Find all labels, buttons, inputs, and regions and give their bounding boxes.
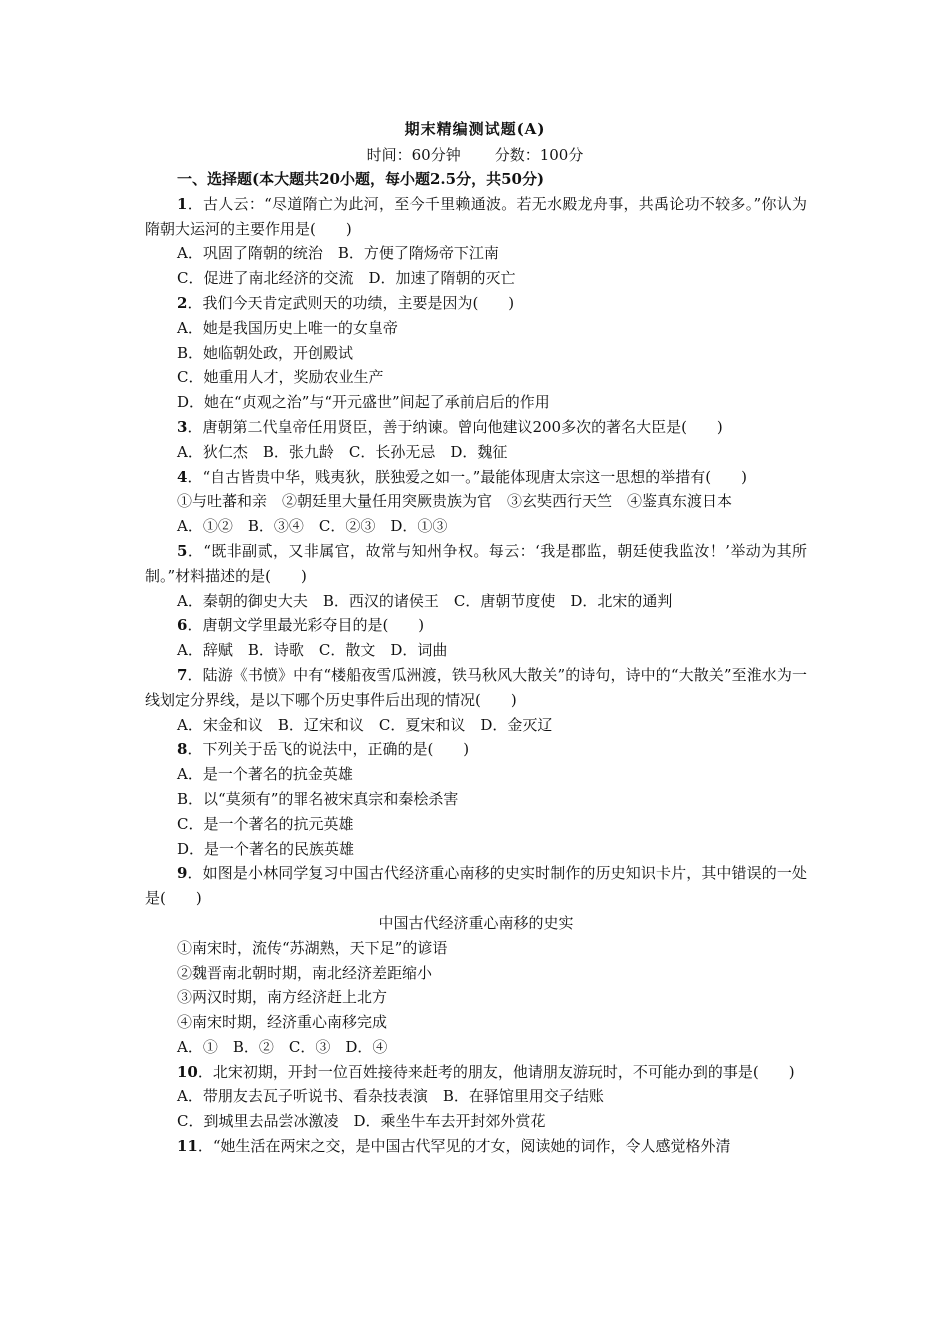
q5-options: A．秦朝的御史大夫 B．西汉的诸侯王 C．唐朝节度使 D．北宋的通判	[177, 591, 673, 610]
question-6	[145, 613, 807, 638]
q4-items: ①与吐蕃和亲 ②朝廷里大量任用突厥贵族为官 ③玄奘西行天竺 ④鉴真东渡日本	[177, 492, 733, 511]
question-stem: ．“既非副贰，又非属官，故常与知州争权。每云：‘我是郡监，朝廷使我监汝！’举动为其所制。”材料描述的是( )	[145, 541, 807, 585]
q1-options-ab: A．巩固了隋朝的统治 B．方便了隋炀帝下江南	[177, 244, 499, 263]
q10-options-ab: A．带朋友去瓦子听说书、看杂技表演 B．在驿馆里用交子结账	[177, 1087, 604, 1106]
question-1	[145, 192, 807, 242]
question-stem: ．下列关于岳飞的说法中，正确的是( )	[187, 740, 470, 759]
q4-options: A．①② B．③④ C．②③ D．①③	[177, 517, 448, 536]
question-5	[145, 539, 807, 589]
question-stem: ．“自古皆贵中华，贱夷狄，朕独爱之如一。”最能体现唐太宗这一思想的举措有( )	[187, 467, 747, 486]
q2-option-a: A．她是我国历史上唯一的女皇帝	[177, 318, 398, 337]
q3-options: A．狄仁杰 B．张九龄 C．长孙无忌 D．魏征	[177, 442, 508, 461]
question-number: 10	[177, 1062, 198, 1081]
question-number: 8	[177, 740, 188, 759]
question-8	[145, 737, 807, 762]
q8-option-a: A．是一个著名的抗金英雄	[177, 765, 353, 784]
question-number: 6	[177, 616, 188, 635]
q9-options: A．① B．② C．③ D．④	[177, 1037, 388, 1056]
question-9	[145, 861, 807, 911]
exam-content	[145, 167, 807, 1159]
question-11	[145, 1134, 807, 1159]
question-stem: ．如图是小林同学复习中国古代经济重心南移的史实时制作的历史知识卡片，其中错误的一处是( )	[145, 864, 807, 908]
knowledge-card-title: 中国古代经济重心南移的史实	[378, 913, 574, 932]
question-number: 7	[177, 665, 188, 684]
q10-options-cd: C．到城里去品尝冰激凌 D．乘坐牛车去开封郊外赏花	[177, 1112, 546, 1131]
q2-option-c: C．她重用人才，奖励农业生产	[177, 368, 384, 387]
question-stem: ．古人云：“尽道隋亡为此河，至今千里赖通波。若无水殿龙舟事，共禹论功不较多。”你认为隋朝大运河的主要作用是( )	[145, 194, 807, 238]
exam-title: 期末精编测试题(A)	[404, 120, 546, 138]
question-number: 1	[177, 194, 188, 213]
question-4	[145, 465, 807, 490]
q1-options-cd: C．促进了南北经济的交流 D．加速了隋朝的灭亡	[177, 269, 516, 288]
q8-option-b: B．以“莫须有”的罪名被宋真宗和秦桧杀害	[177, 789, 459, 808]
question-3	[145, 415, 807, 440]
question-2	[145, 291, 807, 316]
question-number: 5	[177, 541, 188, 560]
question-stem: ．唐朝第二代皇帝任用贤臣，善于纳谏。曾向他建议200多次的著名大臣是( )	[187, 417, 723, 436]
question-10	[145, 1060, 807, 1085]
q2-option-b: B．她临朝处政，开创殿试	[177, 343, 354, 362]
q8-option-c: C．是一个著名的抗元英雄	[177, 814, 354, 833]
question-stem: ．唐朝文学里最光彩夺目的是( )	[187, 616, 425, 635]
question-number: 11	[177, 1137, 198, 1156]
q7-options: A．宋金和议 B．辽宋和议 C．夏宋和议 D．金灭辽	[177, 715, 553, 734]
exam-info	[0, 144, 950, 165]
q2-option-d: D．她在“贞观之治”与“开元盛世”间起了承前启后的作用	[177, 393, 550, 412]
card-item-4: ④南宋时期，经济重心南移完成	[177, 1013, 388, 1032]
section-heading: 一、选择题(本大题共20小题，每小题2.5分，共50分)	[177, 170, 545, 188]
exam-score: 分数：100分	[494, 146, 584, 164]
q6-options: A．辞赋 B．诗歌 C．散文 D．词曲	[177, 641, 448, 660]
question-stem: ．“她生活在两宋之交，是中国古代罕见的才女，阅读她的词作，令人感觉格外清	[197, 1137, 731, 1156]
exam-time: 时间：60分钟	[366, 146, 461, 164]
card-item-3: ③两汉时期，南方经济赶上北方	[177, 988, 388, 1007]
q8-option-d: D．是一个著名的民族英雄	[177, 839, 355, 858]
question-number: 9	[177, 864, 188, 883]
card-item-2: ②魏晋南北朝时期，南北经济差距缩小	[177, 963, 433, 982]
card-item-1: ①南宋时，流传“苏湖熟，天下足”的谚语	[177, 938, 448, 957]
question-stem: ．陆游《书愤》中有“楼船夜雪瓜洲渡，铁马秋风大散关”的诗句，诗中的“大散关”至淮水为一线划定分界线，是以下哪个历史事件后出现的情况( )	[145, 665, 807, 709]
question-stem: ．北宋初期，开封一位百姓接待来赶考的朋友，他请朋友游玩时，不可能办到的事是( )	[197, 1062, 795, 1081]
question-number: 2	[177, 293, 188, 312]
question-number: 3	[177, 417, 188, 436]
question-7	[145, 663, 807, 713]
question-number: 4	[177, 467, 188, 486]
question-stem: ．我们今天肯定武则天的功绩，主要是因为( )	[187, 293, 515, 312]
